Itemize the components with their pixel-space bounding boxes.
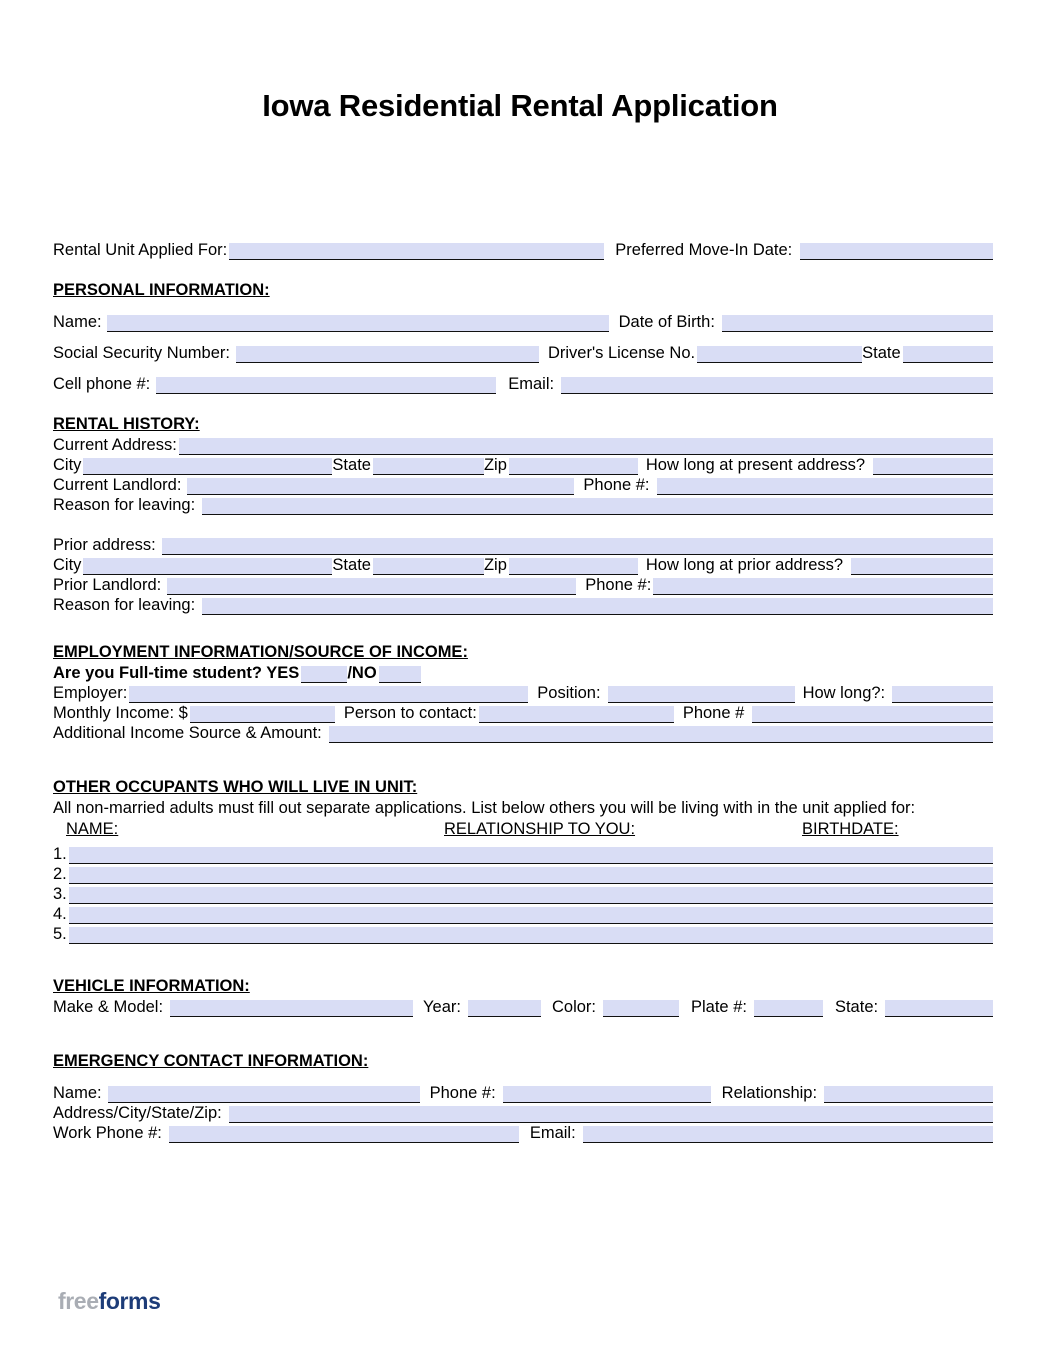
prior-city-input[interactable] (83, 558, 332, 575)
employment-how-long-label: How long?: (802, 684, 886, 702)
occupants-col-birthdate: BIRTHDATE: (802, 820, 899, 838)
current-address-row (53, 435, 993, 455)
prior-city-row (53, 555, 993, 575)
position-input[interactable] (608, 686, 795, 703)
student-yes-input[interactable] (301, 666, 347, 683)
vehicle-state-input[interactable] (885, 1000, 993, 1017)
current-reason-row (53, 495, 993, 515)
email-label: Email: (508, 375, 555, 393)
current-state-input[interactable] (373, 458, 484, 475)
prior-reason-label: Reason for leaving: (53, 596, 196, 614)
vehicle-state-label: State: (834, 998, 879, 1016)
prior-address-row (53, 535, 993, 555)
ssn-label: Social Security Number: (53, 344, 230, 362)
how-long-prior-label: How long at prior address? (645, 556, 844, 574)
prior-reason-row (53, 595, 993, 615)
prior-landlord-phone-input[interactable] (653, 578, 993, 595)
vehicle-heading: VEHICLE INFORMATION: (53, 977, 250, 995)
current-city-row (53, 455, 993, 475)
additional-income-row (53, 723, 993, 743)
employer-label: Employer: (53, 684, 128, 702)
emergency-work-phone-label: Work Phone #: (53, 1124, 162, 1142)
employment-phone-input[interactable] (752, 706, 993, 723)
vehicle-year-label: Year: (423, 998, 461, 1016)
student-question-label: Are you Full-time student? YES (53, 664, 300, 682)
current-city-label: City (53, 456, 82, 474)
prior-city-label: City (53, 556, 82, 574)
occupant-row (53, 904, 993, 924)
rental-history-heading: RENTAL HISTORY: (53, 415, 200, 433)
employment-heading: EMPLOYMENT INFORMATION/SOURCE OF INCOME: (53, 643, 468, 661)
current-address-input[interactable] (179, 438, 993, 455)
employer-input[interactable] (129, 686, 528, 703)
emergency-relationship-input[interactable] (824, 1086, 993, 1103)
drivers-license-input[interactable] (697, 346, 862, 363)
move-in-date-label: Preferred Move-In Date: (615, 241, 793, 259)
emergency-phone-input[interactable] (503, 1086, 711, 1103)
current-zip-input[interactable] (509, 458, 638, 475)
monthly-income-label: Monthly Income: $ (53, 704, 188, 722)
additional-income-label: Additional Income Source & Amount: (53, 724, 322, 742)
prior-zip-input[interactable] (509, 558, 638, 575)
employment-phone-label: Phone # (682, 704, 745, 722)
prior-state-input[interactable] (373, 558, 484, 575)
logo-text-free: free (58, 1288, 99, 1314)
prior-landlord-phone-label: Phone #: (585, 576, 652, 594)
occupant-row (53, 924, 993, 944)
rental-history-heading-row (53, 414, 993, 435)
rental-unit-input[interactable] (229, 243, 604, 260)
occupant-number: 2. (53, 865, 67, 883)
occupant-input[interactable] (69, 867, 993, 884)
emergency-work-phone-row (53, 1123, 993, 1143)
prior-zip-label: Zip (483, 556, 507, 574)
make-model-label: Make & Model: (53, 998, 164, 1016)
drivers-license-label: Driver's License No. (547, 344, 696, 362)
occupants-note: All non-married adults must fill out separate applications. List below others you will be living with in the unit applied for: (53, 799, 916, 817)
current-reason-input[interactable] (202, 498, 993, 515)
date-of-birth-label: Date of Birth: (618, 313, 715, 331)
form-body (53, 240, 993, 1143)
current-landlord-phone-input[interactable] (657, 478, 993, 495)
ssn-license-row (53, 343, 993, 363)
monthly-income-input[interactable] (190, 706, 335, 723)
prior-reason-input[interactable] (202, 598, 993, 615)
prior-state-label: State (332, 556, 371, 574)
emergency-name-label: Name: (53, 1084, 102, 1102)
emergency-heading: EMERGENCY CONTACT INFORMATION: (53, 1052, 369, 1070)
current-state-label: State (332, 456, 371, 474)
student-no-label: /NO (347, 664, 377, 682)
occupant-number: 5. (53, 925, 67, 943)
date-of-birth-input[interactable] (722, 315, 993, 332)
emergency-relationship-label: Relationship: (721, 1084, 818, 1102)
vehicle-year-input[interactable] (468, 1000, 541, 1017)
vehicle-plate-input[interactable] (754, 1000, 823, 1017)
personal-information-heading: PERSONAL INFORMATION: (53, 281, 270, 299)
prior-address-input[interactable] (162, 538, 993, 555)
name-label: Name: (53, 313, 102, 331)
cell-phone-label: Cell phone #: (53, 375, 151, 393)
occupants-heading-row (53, 777, 993, 798)
current-landlord-label: Current Landlord: (53, 476, 182, 494)
current-landlord-row (53, 475, 993, 495)
emergency-phone-label: Phone #: (429, 1084, 496, 1102)
emergency-name-input[interactable] (108, 1086, 420, 1103)
ssn-input[interactable] (236, 346, 539, 363)
prior-landlord-row (53, 575, 993, 595)
emergency-address-row (53, 1103, 993, 1123)
monthly-income-row (53, 703, 993, 723)
occupant-input[interactable] (69, 847, 993, 864)
emergency-email-input[interactable] (583, 1126, 993, 1143)
occupant-number: 4. (53, 905, 67, 923)
make-model-input[interactable] (170, 1000, 413, 1017)
employment-heading-row (53, 642, 993, 663)
person-to-contact-input[interactable] (479, 706, 674, 723)
occupants-col-relationship: RELATIONSHIP TO YOU: (444, 820, 636, 838)
current-zip-label: Zip (483, 456, 507, 474)
rental-unit-label: Rental Unit Applied For: (53, 241, 228, 259)
occupant-input[interactable] (69, 927, 993, 944)
vehicle-plate-label: Plate #: (691, 998, 747, 1016)
cell-email-row (53, 374, 993, 394)
vehicle-color-label: Color: (551, 998, 596, 1016)
how-long-present-input[interactable] (873, 458, 993, 475)
emergency-work-phone-input[interactable] (169, 1126, 519, 1143)
name-input[interactable] (107, 315, 609, 332)
occupants-heading: OTHER OCCUPANTS WHO WILL LIVE IN UNIT: (53, 778, 418, 796)
occupant-row (53, 884, 993, 904)
cell-phone-input[interactable] (156, 377, 496, 394)
position-label: Position: (537, 684, 601, 702)
emergency-email-label: Email: (529, 1124, 576, 1142)
vehicle-heading-row (53, 976, 993, 997)
license-state-input[interactable] (903, 346, 993, 363)
email-input[interactable] (561, 377, 993, 394)
occupants-col-name: NAME: (66, 820, 119, 838)
vehicle-row (53, 997, 993, 1017)
freeforms-logo (58, 1288, 161, 1315)
license-state-label: State (862, 344, 901, 362)
current-city-input[interactable] (83, 458, 332, 475)
name-dob-row (53, 312, 993, 332)
current-address-label: Current Address: (53, 436, 177, 454)
vehicle-color-input[interactable] (603, 1000, 679, 1017)
student-question-row (53, 663, 993, 683)
occupant-input[interactable] (69, 907, 993, 924)
employment-how-long-input[interactable] (892, 686, 993, 703)
move-in-date-input[interactable] (800, 243, 993, 260)
page-title: Iowa Residential Rental Application (262, 88, 778, 123)
personal-information-heading-row (53, 280, 993, 301)
emergency-heading-row (53, 1051, 993, 1072)
occupant-input[interactable] (69, 887, 993, 904)
logo-text-forms: forms (98, 1288, 161, 1314)
emergency-address-label: Address/City/State/Zip: (53, 1104, 222, 1122)
occupant-row (53, 864, 993, 884)
how-long-prior-input[interactable] (851, 558, 993, 575)
current-reason-label: Reason for leaving: (53, 496, 196, 514)
emergency-name-row (53, 1083, 993, 1103)
rental-unit-row (53, 240, 993, 260)
occupant-number: 1. (53, 845, 67, 863)
prior-landlord-input[interactable] (167, 578, 576, 595)
prior-landlord-label: Prior Landlord: (53, 576, 162, 594)
occupant-row (53, 844, 993, 864)
occupant-number: 3. (53, 885, 67, 903)
additional-income-input[interactable] (329, 726, 993, 743)
person-to-contact-label: Person to contact: (343, 704, 477, 722)
current-landlord-phone-label: Phone #: (583, 476, 650, 494)
student-no-input[interactable] (379, 666, 421, 683)
how-long-present-label: How long at present address? (645, 456, 866, 474)
emergency-address-input[interactable] (229, 1106, 993, 1123)
prior-address-label: Prior address: (53, 536, 156, 554)
current-landlord-input[interactable] (187, 478, 574, 495)
employer-row (53, 683, 993, 703)
occupants-column-headers (53, 819, 993, 840)
